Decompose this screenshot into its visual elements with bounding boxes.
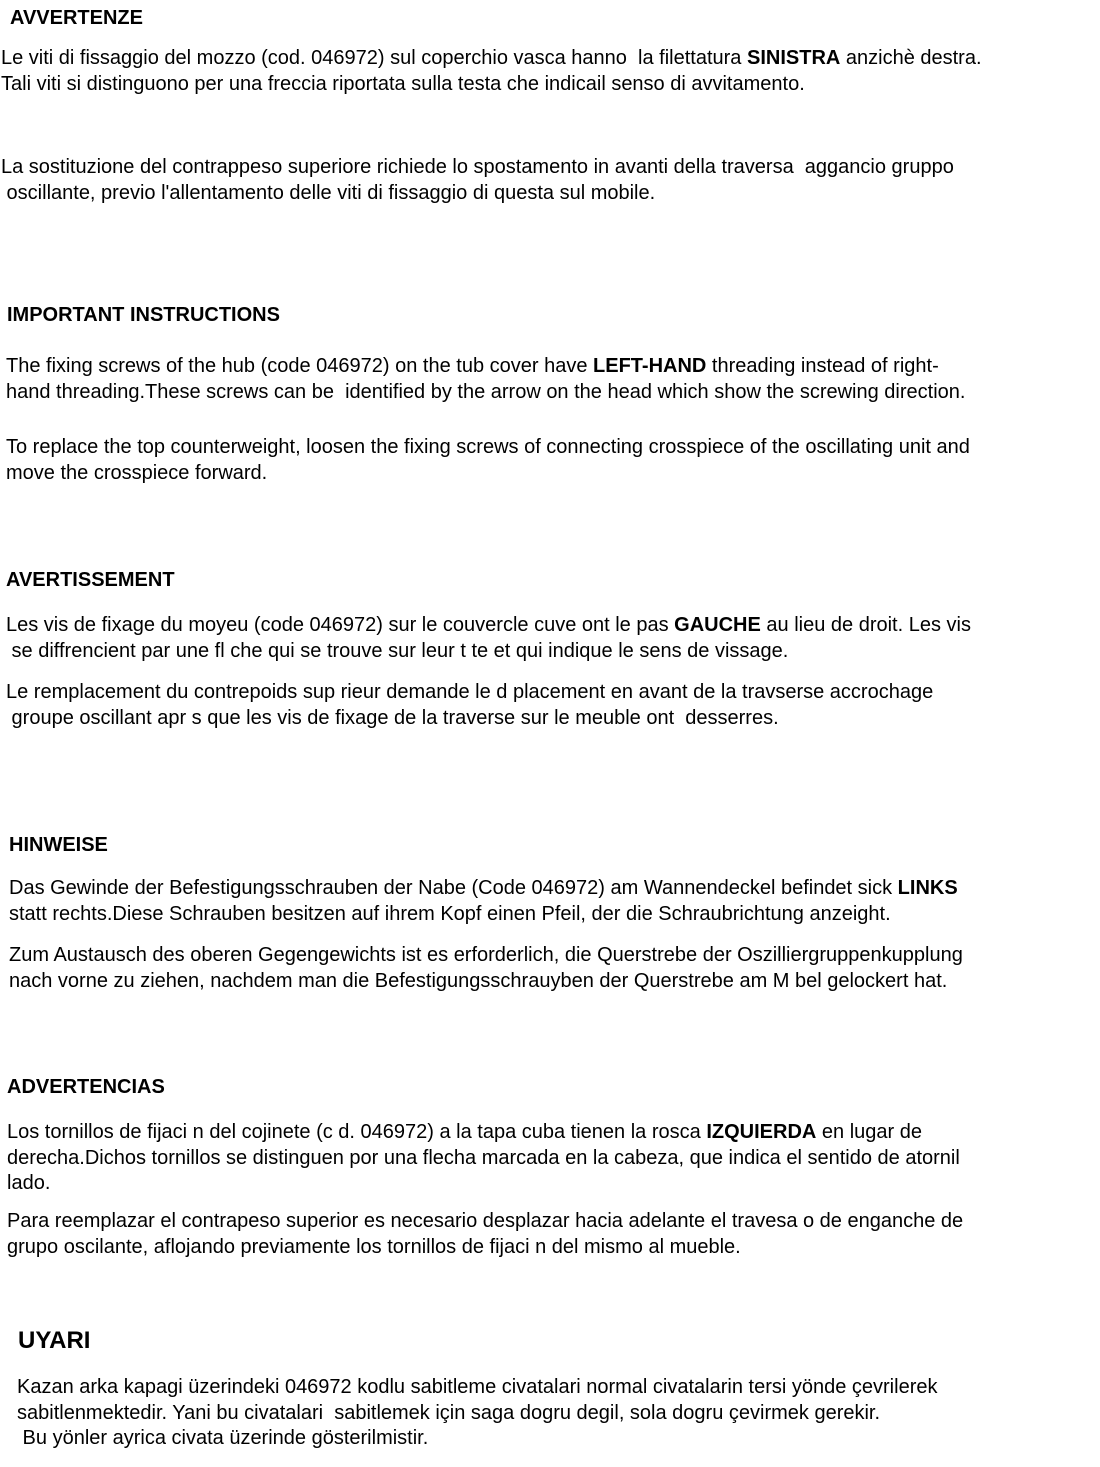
text-run: threading instead of right- — [706, 355, 939, 377]
paragraph-important-2 — [6, 435, 970, 486]
emphasis-text: IZQUIERDA — [706, 1121, 817, 1143]
text-run: grupo oscilante, aflojando previamente los tornillos de fijaci n del mismo al mueble. — [7, 1235, 741, 1258]
text-line — [1, 46, 982, 72]
paragraph-avertissement-1 — [6, 613, 971, 664]
text-run: groupe oscillant apr s que les vis de fixage de la traverse sur le meuble ont desserres. — [6, 706, 779, 729]
text-run: au lieu de droit. Les vis — [760, 614, 971, 636]
text-line — [7, 1120, 960, 1146]
text-run: move the crosspiece forward. — [6, 461, 268, 484]
heading-avvertenze: AVVERTENZE — [10, 7, 143, 29]
text-run: Zum Austausch des oberen Gegengewichts ist es erforderlich, die Querstrebe der Oszilliergruppenkupplung — [9, 944, 963, 966]
paragraph-uyari-1 — [17, 1375, 937, 1452]
emphasis-text: SINISTRA — [746, 47, 841, 69]
text-run: La sostituzione del contrappeso superiore richiede lo spostamento in avanti della traversa aggancio gruppo — [1, 156, 954, 178]
text-run: The fixing screws of the hub (code 046972) on the tub cover have — [6, 355, 594, 377]
text-run: lado. — [7, 1172, 51, 1194]
text-line — [9, 902, 958, 928]
text-run: Le remplacement du contrepoids sup rieur demande le d placement en avant de la travserse accrochage — [6, 681, 934, 703]
text-line — [7, 1209, 963, 1235]
text-run: Para reemplazar el contrapeso superior es necesario desplazar hacia adelante el travesa o de enganche de — [7, 1210, 964, 1232]
text-run: statt rechts.Diese Schrauben besitzen auf ihrem Kopf einen Pfeil, der die Schraubrichtung anzeight. — [9, 902, 891, 925]
text-line — [17, 1426, 937, 1452]
text-line — [1, 72, 982, 98]
text-run: anzichè destra. — [840, 47, 982, 69]
heading-important-instructions: IMPORTANT INSTRUCTIONS — [7, 304, 280, 326]
text-run: se diffrencient par une fl che qui se trouve sur leur t te et qui indique le sens de vissage. — [6, 639, 789, 662]
text-line — [6, 706, 933, 732]
paragraph-avvertenze-1 — [1, 46, 982, 97]
paragraph-hinweise-2 — [9, 943, 963, 994]
paragraph-avvertenze-2 — [1, 155, 954, 206]
heading-advertencias: ADVERTENCIAS — [7, 1076, 165, 1098]
text-line — [1, 181, 954, 207]
text-run: Le viti di fissaggio del mozzo (cod. 046972) sul coperchio vasca hanno la filettatura — [1, 47, 747, 69]
text-line — [7, 1171, 960, 1197]
text-line — [17, 1375, 937, 1401]
text-line — [9, 969, 963, 995]
text-line — [7, 1235, 963, 1261]
text-line — [6, 354, 965, 380]
text-run: Kazan arka kapagi üzerindeki 046972 kodlu sabitleme civatalari normal civatalarin tersi yönde çevrilerek — [17, 1376, 938, 1398]
text-run: Les vis de fixage du moyeu (code 046972) sur le couvercle cuve ont le pas — [6, 614, 675, 636]
text-run: Bu yönler ayrica civata üzerinde gösterilmistir. — [17, 1427, 429, 1449]
paragraph-hinweise-1 — [9, 876, 958, 927]
paragraph-advertencias-2 — [7, 1209, 963, 1260]
text-run: Los tornillos de fijaci n del cojinete (c d. 046972) a la tapa cuba tienen la rosca — [7, 1121, 707, 1143]
text-line — [9, 943, 963, 969]
text-run: nach vorne zu ziehen, nachdem man die Befestigungsschrauyben der Querstrebe am M bel gelockert hat. — [9, 969, 948, 992]
text-run: To replace the top counterweight, loosen the fixing screws of connecting crosspiece of the oscillating unit and — [6, 436, 970, 458]
heading-uyari: UYARI — [18, 1327, 91, 1354]
text-run: derecha.Dichos tornillos se distinguen por una flecha marcada en la cabeza, que indica el sentido de atornil — [7, 1146, 960, 1169]
text-line — [6, 613, 971, 639]
text-line — [9, 876, 958, 902]
text-line — [7, 1146, 960, 1172]
text-line — [6, 435, 970, 461]
emphasis-text: LINKS — [897, 877, 958, 899]
text-line — [6, 380, 965, 406]
emphasis-text: GAUCHE — [674, 614, 761, 636]
text-run: Tali viti si distinguono per una freccia riportata sulla testa che indicail senso di avvitamento. — [1, 72, 805, 95]
text-line — [17, 1401, 937, 1427]
text-run: oscillante, previo l'allentamento delle viti di fissaggio di questa sul mobile. — [1, 181, 656, 204]
text-run: Das Gewinde der Befestigungsschrauben der Nabe (Code 046972) am Wannendeckel befindet sick — [9, 877, 898, 899]
paragraph-avertissement-2 — [6, 680, 933, 731]
paragraph-advertencias-1 — [7, 1120, 960, 1197]
text-line — [1, 155, 954, 181]
heading-avertissement: AVERTISSEMENT — [6, 569, 175, 591]
text-run: hand threading.These screws can be identified by the arrow on the head which show the screwing direction. — [6, 380, 966, 403]
text-line — [6, 639, 971, 665]
text-line — [6, 680, 933, 706]
text-line — [6, 461, 970, 487]
emphasis-text: LEFT-HAND — [593, 355, 707, 377]
paragraph-important-1 — [6, 354, 965, 405]
heading-hinweise: HINWEISE — [9, 834, 108, 856]
text-run: en lugar de — [816, 1121, 922, 1143]
text-run: sabitlenmektedir. Yani bu civatalari sabitlemek için saga dogru degil, sola dogru çevirmek gerekir. — [17, 1401, 881, 1424]
